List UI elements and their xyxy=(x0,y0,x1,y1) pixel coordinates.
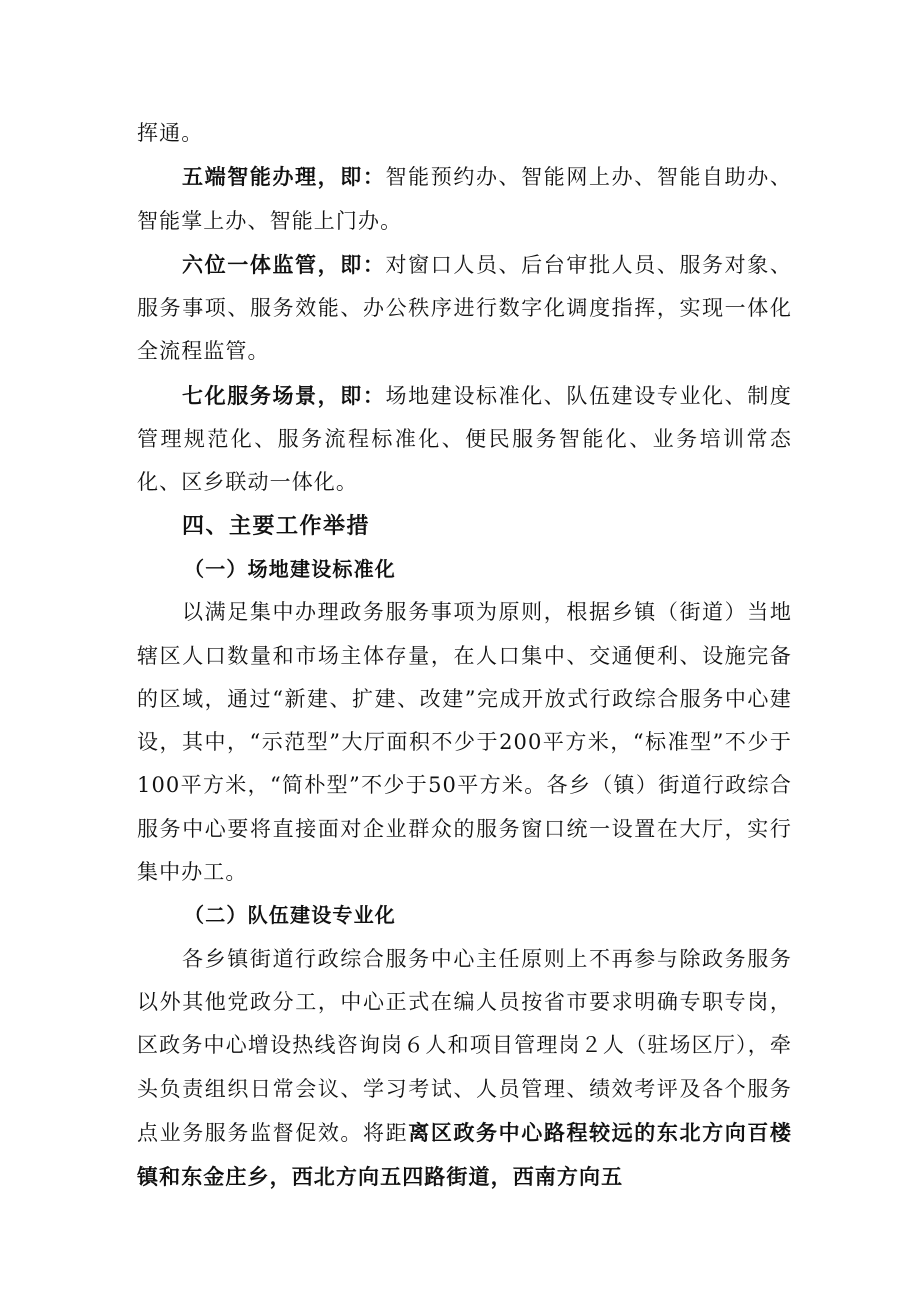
paragraph-team-construction xyxy=(137,938,792,1200)
subsection-heading-2: （二）队伍建设专业化 xyxy=(184,903,396,928)
paragraph-text: 挥通。 xyxy=(137,121,204,145)
paragraph-lead: 七化服务场景，即： xyxy=(182,382,386,408)
paragraph-seven-scenes xyxy=(137,374,792,505)
paragraph-five-terminals xyxy=(137,155,792,243)
paragraph-text: 场地建设标准化、队伍建设专业化、制度管理规范化、服务流程标准化、便民服务智能化、业务培训常态化、区乡联动一体化。 xyxy=(137,383,792,495)
paragraph-site-construction xyxy=(137,591,792,894)
document-page xyxy=(137,112,792,1199)
paragraph-lead: 五端智能办理，即： xyxy=(182,164,386,190)
subsection-heading-1: （一）场地建设标准化 xyxy=(184,556,396,581)
paragraph-lead: 六位一体监管，即： xyxy=(182,251,386,277)
paragraph-text: 对窗口人员、后台审批人员、服务对象、服务事项、服务效能、办公秩序进行数字化调度指挥，实现一体化全流程监管。 xyxy=(137,252,792,364)
section-heading: 四、主要工作举措 xyxy=(182,513,371,539)
paragraph-six-in-one xyxy=(137,243,792,374)
paragraph-bold-text: 离区政务中心路程较远的东北方向百楼镇和东金庄乡，西北方向五四路街道，西南方向五 xyxy=(137,1119,793,1190)
paragraph-text: 各乡镇街道行政综合服务中心主任原则上不再参与除政务服务以外其他党政分工，中心正式在编人员按省市要求明确专职专岗，区政务中心增设热线咨询岗６人和项目管理岗２人（驻场区厅），牵头负责组织日常会议、学习考试、人员管理、绩效考评及各个服务点业务服务监督促效。将距 xyxy=(137,946,792,1145)
paragraph-text: 智能预约办、智能网上办、智能自助办、智能掌上办、智能上门办。 xyxy=(137,165,792,233)
paragraph-text: 以满足集中办理政务服务事项为原则，根据乡镇（街道）当地辖区人口数量和市场主体存量，在人口集中、交通便利、设施完备的区域，通过“新建、扩建、改建”完成开放式行政综合服务中心建设，其中，“示范型”大厅面积不少于200平方米，“标准型”不少于100平方米，“简朴型”不少于50平方米。各乡（镇）街道行政综合服务中心要将直接面对企业群众的服务窗口统一设置在大厅，实行集中办工。 xyxy=(137,600,792,885)
paragraph-continuation xyxy=(137,112,792,155)
